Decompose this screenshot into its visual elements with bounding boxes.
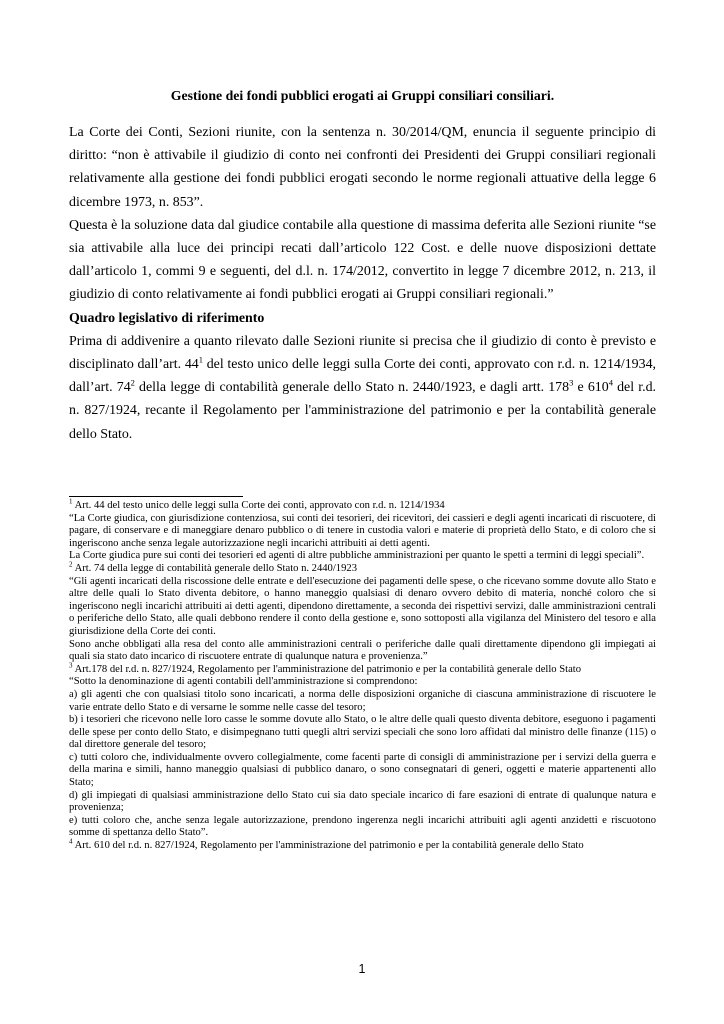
footnote-3-text: “Sotto la denominazione di agenti contabili dell'amministrazione si comprendono: — [69, 676, 418, 688]
document-title: Gestione dei fondi pubblici erogati ai Gruppi consiliari consiliari. — [170, 88, 555, 103]
footnote-3-text: b) i tesorieri che ricevono nelle loro casse le somme dovute allo Stato, o le altre delle quali questo diventa debitore, eseguono i pagamenti delle spese per conto dello Stato, e disimpegnano tutti quegli altri servizi speciali che sono loro affidati dal ministro delle finanze (115) o dal direttore generale del tesoro; — [69, 714, 656, 751]
footnote-ref-4[interactable]: 4 — [608, 377, 613, 388]
section-heading: Quadro legislativo di riferimento — [69, 310, 265, 326]
footnote-3-text: a) gli agenti che con qualsiasi titolo sono incaricati, a norma delle disposizioni organiche di ciascuna amministrazione di riscuotere le varie entrate dello Stato e di versarne le somme nelle casse del tesoro; — [69, 688, 656, 713]
footnote-1-text: “La Corte giudica, con giurisdizione contenziosa, sui conti dei tesorieri, dei ricevitori, dei cassieri e degli agenti incaricati di riscuotere, di pagare, di conservare e di maneggiare denaro pubblico o di tenere in custodia valori e materie di proprietà dello Stato, e di coloro che si ingeriscono anche senza legale autorizzazione negli incarichi attribuiti ai detti agenti. — [69, 512, 656, 549]
footnote-ref-3[interactable]: 3 — [569, 377, 574, 388]
footnote-2-heading: $^2$ Art. 74 della legge di contabilità generale dello Stato n. 2440/1923 — [69, 560, 357, 574]
footnote-1-text: La Corte giudica pure sui conti dei tesorieri ed agenti di altre pubbliche amministrazioni per quanto le spetti a termini di leggi speciali”. — [69, 550, 645, 562]
footnote-ref-1[interactable]: 1 — [198, 354, 203, 365]
footnote-2-text: Sono anche obbligati alla resa del conto alle amministrazioni centrali o periferiche dalle quali direttamente dipendono gli impiegati ai quali sia stato dato incarico di riscuotere entrate di qualunque natura e provenienza.” — [69, 638, 656, 663]
footnote-2-text: “Gli agenti incaricati della riscossione delle entrate e dell'esecuzione dei pagamenti delle spese, o che ricevano somme dovute allo Stato e altre delle quali lo Stato diventa debitore, o hanno maneggio qualsiasi di denaro ovvero debito di materia, nonché coloro che si ingeriscono negli incarichi attribuiti ai detti agenti, dipendono direttamente, a seconda dei rispettivi servizi, dalle amministrazioni centrali o periferiche dello Stato, alle quali debbono rendere il conto della gestione e, sono sottoposti alla vigilanza del Ministero del tesoro e alla giurisdizione della Corte dei conti. — [69, 575, 656, 637]
footnote-separator — [69, 496, 243, 497]
footnote-3-text: c) tutti coloro che, individualmente ovvero collegialmente, come facenti parte di consigli di amministrazione per i servizi della guerra e della marina e simili, hanno maneggio qualsiasi di pubblico danaro, o sono consegnatari di generi, oggetti e materie appartenenti allo Stato; — [69, 751, 656, 789]
paragraph-3: Prima di addivenire a quanto rilevato dalle Sezioni riunite si precisa che il giudizio di conto è previsto e disciplinato dall’art. $44^1$ del testo unico delle leggi sulla Corte dei conti, approvato con r.d. n. 1214/1934, dall’art. $74^2$ della legge di contabilità generale dello Stato n. 2440/1923, e dagli artt. $178^3$ e $610^4$ del r.d. n. 827/1924, recante il Regolamento per l'amministrazione del patrimonio e per la contabilità generale dello Stato. — [69, 333, 656, 442]
footnote-3-text: d) gli impiegati di qualsiasi amministrazione dello Stato cui sia dato speciale incarico di fare esazioni di entrate di qualunque natura e provenienza; — [69, 789, 656, 814]
paragraph-2: Questa è la soluzione data dal giudice contabile alla questione di massima deferita alle Sezioni riunite “se sia attivabile alla luce dei principi recati dall’articolo 122 Cost. e delle nuove disposizioni dettate dall’articolo 1, commi 9 e seguenti, del d.l. n. 174/2012, convertito in legge 7 dicembre 2012, n. 213, il giudizio di conto relativamente ai fondi pubblici erogati ai Gruppi consiliari regionali.” — [69, 217, 656, 303]
main-text — [69, 86, 656, 446]
page-number: 1 — [358, 962, 366, 976]
paragraph-1: La Corte dei Conti, Sezioni riunite, con la sentenza n. 30/2014/QM, enuncia il seguente principio di diritto: “non è attivabile il giudizio di conto nei confronti dei Presidenti dei Gruppi consiliari regionali relativamente alla gestione dei fondi pubblici erogati secondo le norme regionali attuative della legge 6 dicembre 1973, n. 853”. — [69, 125, 656, 210]
footnote-3-text: e) tutti coloro che, anche senza legale autorizzazione, prendono ingerenza negli incarichi attribuiti agli agenti anzidetti e riscuotono somme di spettanza dello Stato”. — [69, 814, 656, 839]
footnotes — [69, 497, 656, 853]
footnote-3-heading: $^3$ Art.178 del r.d. n. 827/1924, Regolamento per l'amministrazione del patrimonio e per la contabilità generale dello Stato — [69, 661, 582, 675]
footnote-4-heading: $^4$ Art. 610 del r.d. n. 827/1924, Regolamento per l'amministrazione del patrimonio e per la contabilità generale dello Stato — [69, 837, 584, 852]
footnote-1-heading: $^1$ Art. 44 del testo unico delle leggi sulla Corte dei conti, approvato con r.d. n. 1214/1934 — [69, 497, 445, 511]
footnote-ref-2[interactable]: 2 — [130, 377, 135, 388]
